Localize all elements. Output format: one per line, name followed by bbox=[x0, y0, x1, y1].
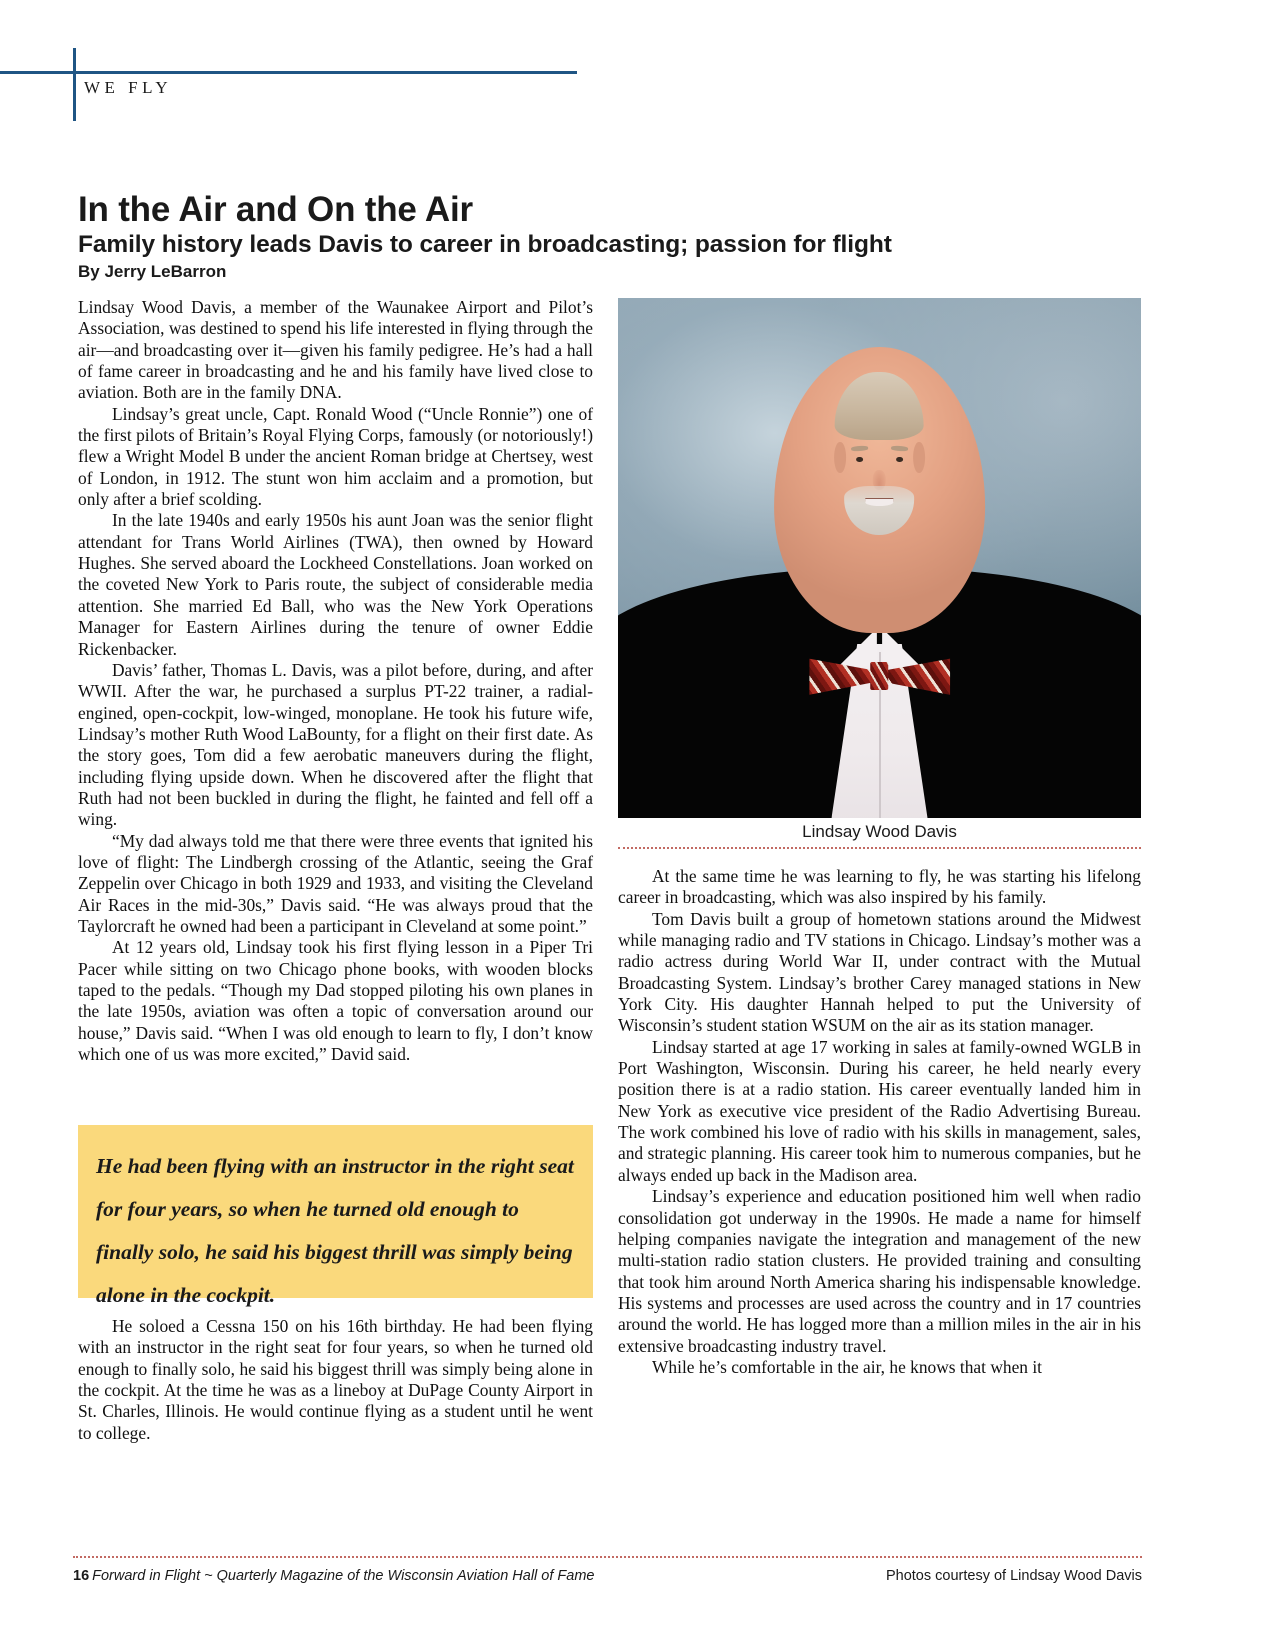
bow-tie-left-wing bbox=[809, 654, 873, 698]
body-column-left-top bbox=[78, 297, 593, 1065]
pull-quote: He had been flying with an instructor in the right seat for four years, so when he turned old enough to finally solo, he said his biggest thrill was simply being alone in the cockpit. bbox=[78, 1125, 593, 1298]
photo-hair bbox=[835, 372, 924, 441]
photo-caption: Lindsay Wood Davis bbox=[802, 822, 957, 841]
bow-tie-right-wing bbox=[887, 654, 951, 698]
photo-beard bbox=[845, 486, 915, 535]
paragraph: Tom Davis built a group of hometown stations around the Midwest while managing radio and TV stations in Chicago. Lindsay’s mother was a radio actress during World War II, under contract with the Mutual Broadcasting System. Lindsay’s brother Carey managed stations in New York City. His daughter Hannah helped to put the University of Wisconsin’s student station WSUM on the air as its station manager. bbox=[618, 908, 1141, 1036]
paragraph: “My dad always told me that there were three events that ignited his love of flight: The Lindbergh crossing of the Atlantic, seeing the Graf Zeppelin over Chicago in both 1929 and 1933, and visiting the Cleveland Air Races in the mid-30s,” Davis said. “He was always proud that the Taylorcraft he owned had been a participant in Cleveland at some point.” bbox=[78, 830, 593, 936]
header-horizontal-rule bbox=[0, 71, 577, 74]
photo-eyebrow-right bbox=[891, 445, 908, 451]
byline: By Jerry LeBarron bbox=[78, 262, 227, 281]
page-subtitle: Family history leads Davis to career in broadcasting; passion for flight bbox=[78, 231, 892, 259]
paragraph: He soloed a Cessna 150 on his 16th birthday. He had been flying with an instructor in the right seat for four years, so when he turned old enough to finally solo, he said his biggest thrill was simply being alone in the cockpit. At the time he was as a lineboy at DuPage County Airport in St. Charles, Illinois. He would continue flying as a student until he went to college. bbox=[78, 1316, 593, 1443]
caption-dotted-rule bbox=[618, 847, 1141, 849]
page-number: 16 bbox=[73, 1568, 90, 1584]
paragraph: In the late 1940s and early 1950s his aunt Joan was the senior flight attendant for Trans World Airlines (TWA), then owned by Howard Hughes. She served aboard the Lockheed Constellations. Joan worked on the coveted New York to Paris route, the subject of considerable media attention. She married Ed Ball, who was the New York Operations Manager for Eastern Airlines during the tenure of owner Eddie Rickenbacker. bbox=[78, 510, 593, 659]
page-title: In the Air and On the Air bbox=[78, 190, 473, 230]
paragraph: Lindsay’s experience and education positioned him well when radio consolidation got underway in the 1990s. He made a name for himself helping companies navigate the integration and management of the new multi-station radio station clusters. He provided training and consulting that took him around North America sharing his indispensable knowledge. His systems and processes are used across the country and in 17 countries around the world. He has logged more than a million miles in the air in his extensive broadcasting industry travel. bbox=[618, 1186, 1141, 1356]
photo-eye-right bbox=[896, 457, 903, 462]
footer-publication-line bbox=[73, 1568, 595, 1584]
body-column-left-bottom bbox=[78, 1316, 593, 1444]
photo-eye-left bbox=[856, 457, 863, 462]
photo-eyebrow-left bbox=[851, 445, 868, 451]
paragraph: Lindsay Wood Davis, a member of the Waunakee Airport and Pilot’s Association, was destined to spend his life interested in flying through the air—and broadcasting over it—given his family pedigree. He’s had a hall of fame career in broadcasting and he and his family have lived close to aviation. Both are in the family DNA. bbox=[78, 297, 593, 403]
photo-ear-right bbox=[913, 442, 925, 473]
footer-dotted-rule bbox=[73, 1556, 1142, 1558]
publication-name: Forward in Flight ~ Quarterly Magazine of the Wisconsin Aviation Hall of Fame bbox=[92, 1568, 595, 1584]
bow-tie-knot bbox=[870, 662, 888, 690]
paragraph: While he’s comfortable in the air, he knows that when it bbox=[652, 1356, 1042, 1377]
paragraph: Lindsay started at age 17 working in sales at family-owned WGLB in Port Washington, Wisconsin. During his career, he held nearly every position there is at a radio station. His career eventually landed him in New York as executive vice president of the Radio Advertising Bureau. The work combined his love of radio with his skills in management, sales, and strategic planning. His career took him to numerous companies, but he always ended up back in the Madison area. bbox=[618, 1036, 1141, 1185]
running-head: WE FLY bbox=[84, 78, 173, 97]
header-vertical-rule bbox=[73, 48, 76, 121]
photo-ear-left bbox=[834, 442, 846, 473]
paragraph: Davis’ father, Thomas L. Davis, was a pilot before, during, and after WWII. After the war, he purchased a surplus PT-22 trainer, a radial-engined, open-cockpit, low-winged, monoplane. He took his future wife, Lindsay’s mother Ruth Wood LaBounty, for a flight on their first date. As the story goes, Tom did a few aerobatic maneuvers during the flight, including flying upside down. When he discovered after the flight that Ruth had not been buckled in during the flight, he fainted and fell off a wing. bbox=[78, 659, 593, 830]
photo-bow-tie bbox=[809, 654, 950, 698]
paragraph: Lindsay’s great uncle, Capt. Ronald Wood (“Uncle Ronnie”) one of the first pilots of Britain’s Royal Flying Corps, famously (or notoriously!) flew a Wright Model B under the ancient Roman bridge at Chertsey, west of London, in 1912. The stunt won him acclaim and a promotion, but only after a brief scolding. bbox=[78, 403, 593, 510]
photo-credit: Photos courtesy of Lindsay Wood Davis bbox=[885, 1568, 1142, 1584]
paragraph: At the same time he was learning to fly, he was starting his lifelong career in broadcasting, which was also inspired by his family. bbox=[618, 866, 1141, 908]
paragraph: At 12 years old, Lindsay took his first flying lesson in a Piper Tri Pacer while sitting on two Chicago phone books, with wooden blocks taped to the pedals. “Though my Dad stopped piloting his own planes in the late 1950s, aviation was often a topic of conversation around our house,” Davis said. “When I was old enough to learn to fly, I don’t know which one of us was more excited,” David said. bbox=[78, 937, 593, 1065]
body-column-right bbox=[618, 866, 1141, 1378]
portrait-photo bbox=[618, 298, 1141, 818]
